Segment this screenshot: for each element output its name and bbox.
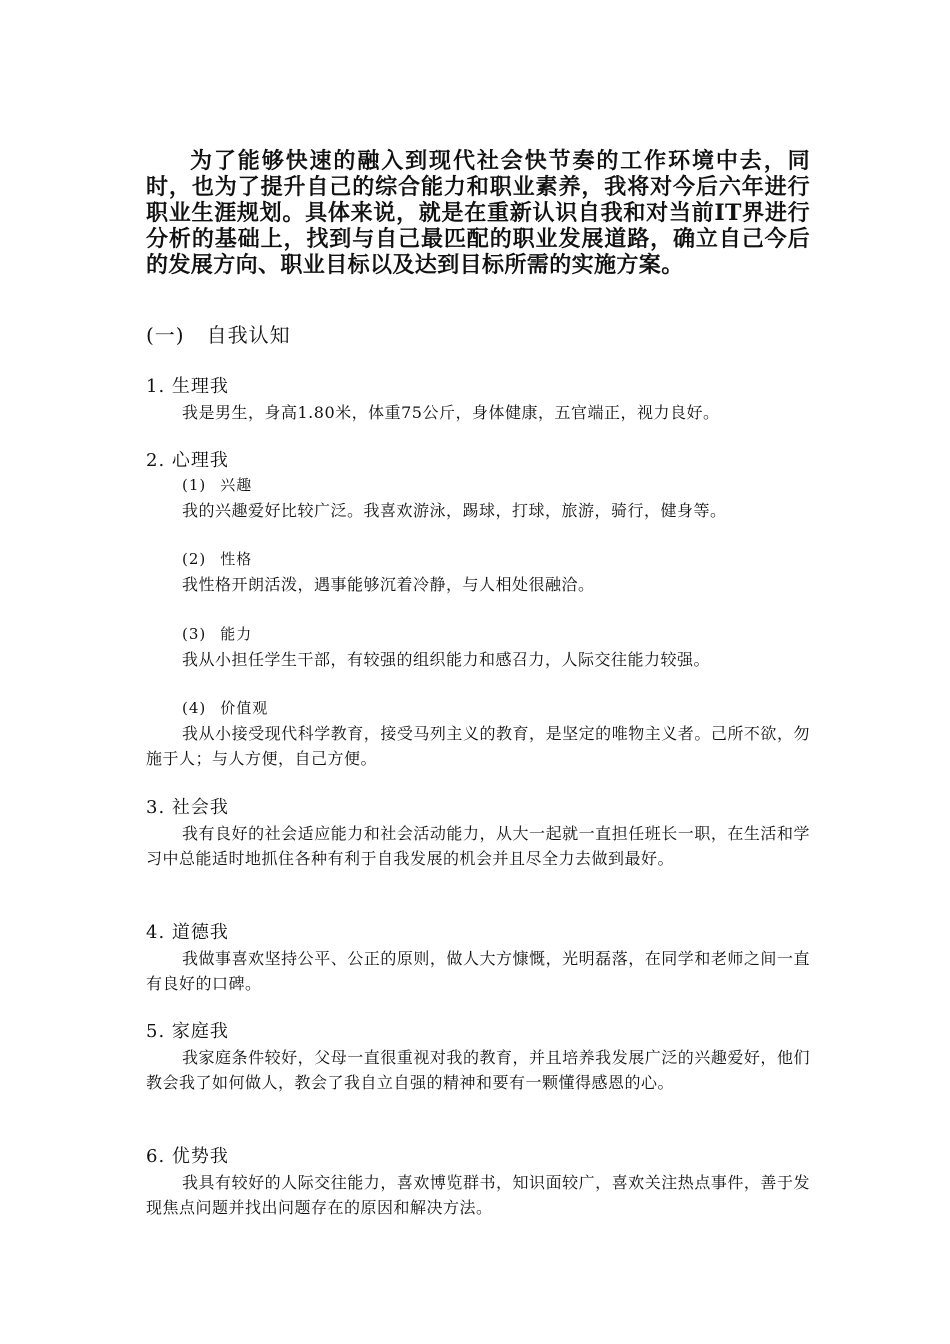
subheading-label: 性格: [220, 550, 253, 568]
subheading-personality: [182, 548, 252, 570]
subheading-number: (1): [182, 476, 207, 494]
paragraph-physical-self: 我是男生，身高1.80米，体重75公斤，身体健康，五官端正，视力良好。: [182, 403, 720, 422]
subheading-label: 兴趣: [220, 476, 253, 494]
subheading-number: (3): [182, 625, 207, 643]
paragraph-interest: 我的兴趣爱好比较广泛。我喜欢游泳，踢球，打球，旅游，骑行，健身等。: [182, 501, 727, 520]
heading-family-self: 5. 家庭我: [146, 1021, 229, 1042]
section-title: 自我认知: [206, 323, 291, 347]
heading-social-self: 3. 社会我: [146, 797, 229, 818]
paragraph-ability: 我从小担任学生干部，有较强的组织能力和感召力，人际交往能力较强。: [182, 650, 711, 669]
heading-moral-self: 4. 道德我: [146, 922, 229, 943]
paragraph-values: 我从小接受现代科学教育，接受马列主义的教育，是坚定的唯物主义者。己所不欲，勿施于人；与人方便，自己方便。: [146, 724, 810, 768]
paragraph-family-self: 我家庭条件较好，父母一直很重视对我的教育，并且培养我发展广泛的兴趣爱好，他们教会我了如何做人，教会了我自立自强的精神和要有一颗懂得感恩的心。: [146, 1048, 810, 1092]
paragraph-personality: 我性格开朗活泼，遇事能够沉着冷静，与人相处很融洽。: [182, 575, 595, 594]
heading-psychological-self: 2. 心理我: [146, 450, 229, 471]
paragraph-moral-self: 我做事喜欢坚持公平、公正的原则，做人大方慷慨，光明磊落，在同学和老师之间一直有良好的口碑。: [146, 949, 810, 993]
section-number: (一): [146, 323, 185, 347]
heading-strength-self: 6. 优势我: [146, 1146, 229, 1167]
subheading-label: 价值观: [220, 699, 269, 717]
paragraph-strength-self: 我具有较好的人际交往能力，喜欢博览群书，知识面较广，喜欢关注热点事件，善于发现焦点问题并找出问题存在的原因和解决方法。: [146, 1173, 810, 1217]
subheading-ability: [182, 623, 252, 645]
subheading-number: (2): [182, 550, 207, 568]
subheading-interest: [182, 474, 252, 496]
subheading-label: 能力: [220, 625, 253, 643]
subheading-values: [182, 697, 268, 719]
section-heading: [146, 322, 291, 348]
subheading-number: (4): [182, 699, 207, 717]
heading-physical-self: 1. 生理我: [146, 376, 229, 397]
paragraph-social-self: 我有良好的社会适应能力和社会活动能力，从大一起就一直担任班长一职，在生活和学习中总能适时地抓住各种有利于自我发展的机会并且尽全力去做到最好。: [146, 824, 810, 868]
intro-paragraph: 为了能够快速的融入到现代社会快节奏的工作环境中去，同时，也为了提升自己的综合能力和职业素养，我将对今后六年进行职业生涯规划。具体来说，就是在重新认识自我和对当前IT界进行分析的基础上，找到与自己最匹配的职业发展道路，确立自己今后的发展方向、职业目标以及达到目标所需的实施方案。: [146, 148, 810, 278]
